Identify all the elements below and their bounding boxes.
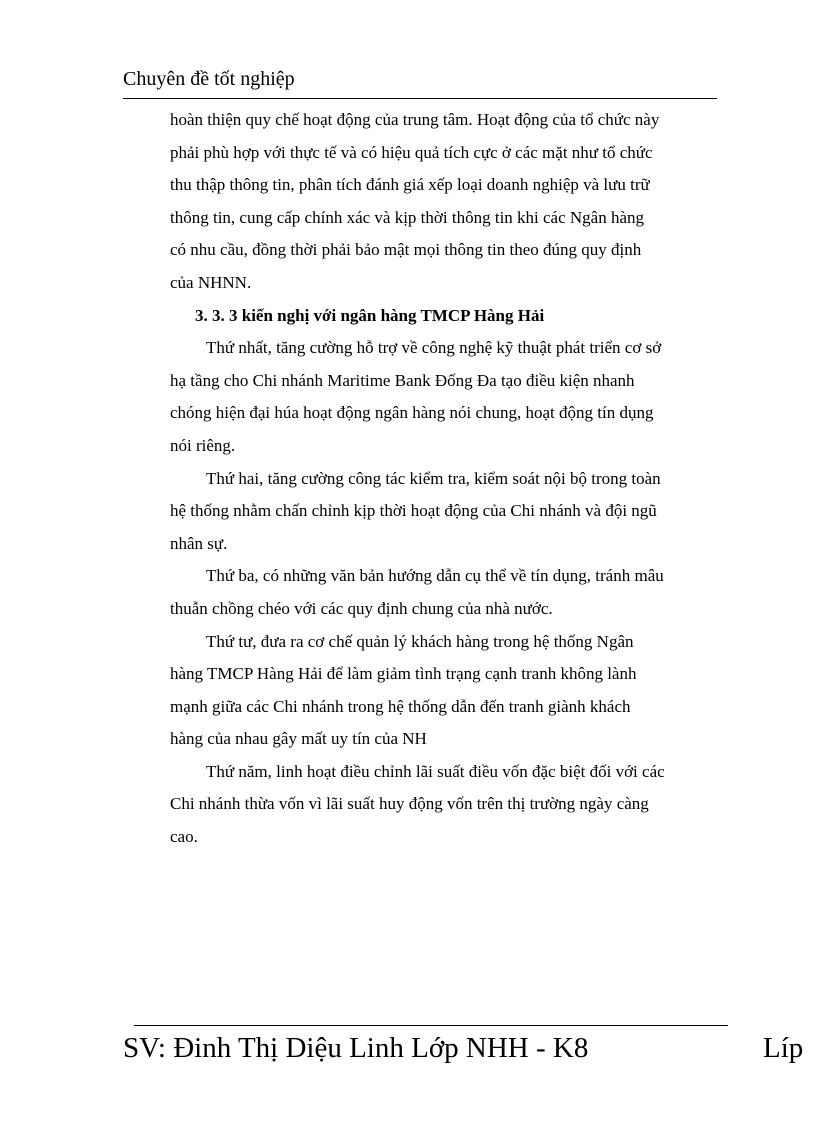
paragraph-second bbox=[170, 463, 730, 561]
text-line: Thứ hai, tăng cường công tác kiểm tra, kiểm soát nội bộ trong toàn bbox=[206, 468, 661, 488]
text-line: hàng của nhau gây mất uy tín của NH bbox=[170, 729, 427, 749]
section-heading-text: 3. 3. 3 kiến nghị với ngân hàng TMCP Hàng Hải bbox=[195, 305, 545, 325]
document-body bbox=[170, 104, 730, 854]
text-line: thu thập thông tin, phân tích đánh giá xếp loại doanh nghiệp và lưu trữ bbox=[170, 175, 650, 195]
page-footer-text: SV: Đinh Thị Diệu Linh Lớp NHH - K8 bbox=[123, 1032, 589, 1064]
text-line: thuẫn chồng chéo với các quy định chung của nhà nước. bbox=[170, 598, 553, 618]
text-line: hàng TMCP Hàng Hải để làm giảm tình trạng cạnh tranh không lành bbox=[170, 664, 637, 684]
text-line: Thứ ba, có những văn bản hướng dẫn cụ thể về tín dụng, tránh mâu bbox=[206, 566, 664, 586]
text-line: chóng hiện đại húa hoạt động ngân hàng nói chung, hoạt động tín dụng bbox=[170, 403, 654, 423]
paragraph-fifth bbox=[170, 756, 730, 854]
footer-rule bbox=[134, 1025, 728, 1026]
text-line: mạnh giữa các Chi nhánh trong hệ thống dẫn đến tranh giành khách bbox=[170, 696, 631, 716]
text-line: Thứ tư, đưa ra cơ chế quản lý khách hàng trong hệ thống Ngân bbox=[206, 631, 634, 651]
page-header-title: Chuyên đề tốt nghiệp bbox=[123, 68, 295, 90]
text-line: hoàn thiện quy chế hoạt động của trung tâm. Hoạt động của tổ chức này bbox=[170, 110, 660, 129]
paragraph-fourth bbox=[170, 626, 730, 756]
paragraph-third bbox=[170, 560, 730, 625]
text-line: Thứ năm, linh hoạt điều chỉnh lãi suất điều vốn đặc biệt đối với các bbox=[206, 761, 665, 781]
text-line: hạ tầng cho Chi nhánh Maritime Bank Đống Đa tạo điều kiện nhanh bbox=[170, 370, 635, 390]
text-line: của NHNN. bbox=[170, 272, 252, 292]
text-line: nói riêng. bbox=[170, 435, 236, 455]
header-rule bbox=[123, 98, 717, 99]
text-line: có nhu cầu, đồng thời phải bảo mật mọi thông tin theo đúng quy định bbox=[170, 240, 642, 260]
text-line: cao. bbox=[170, 827, 198, 847]
text-line: Chi nhánh thừa vốn vì lãi suất huy động vốn trên thị trường ngày càng bbox=[170, 794, 649, 814]
text-line: phải phù hợp với thực tế và có hiệu quả tích cực ở các mặt như tổ chức bbox=[170, 142, 653, 162]
page-footer-class: Líp bbox=[763, 1032, 804, 1064]
paragraph-intro bbox=[170, 104, 730, 300]
text-line: thông tin, cung cấp chính xác và kịp thời thông tin khi các Ngân hàng bbox=[170, 207, 645, 227]
paragraph-first bbox=[170, 332, 730, 462]
text-line: nhân sự. bbox=[170, 533, 228, 553]
section-heading bbox=[170, 300, 730, 333]
text-line: Thứ nhất, tăng cường hỗ trợ về công nghệ kỹ thuật phát triển cơ sở bbox=[206, 338, 662, 358]
text-line: hệ thống nhằm chấn chỉnh kịp thời hoạt động của Chi nhánh và đội ngũ bbox=[170, 501, 657, 521]
